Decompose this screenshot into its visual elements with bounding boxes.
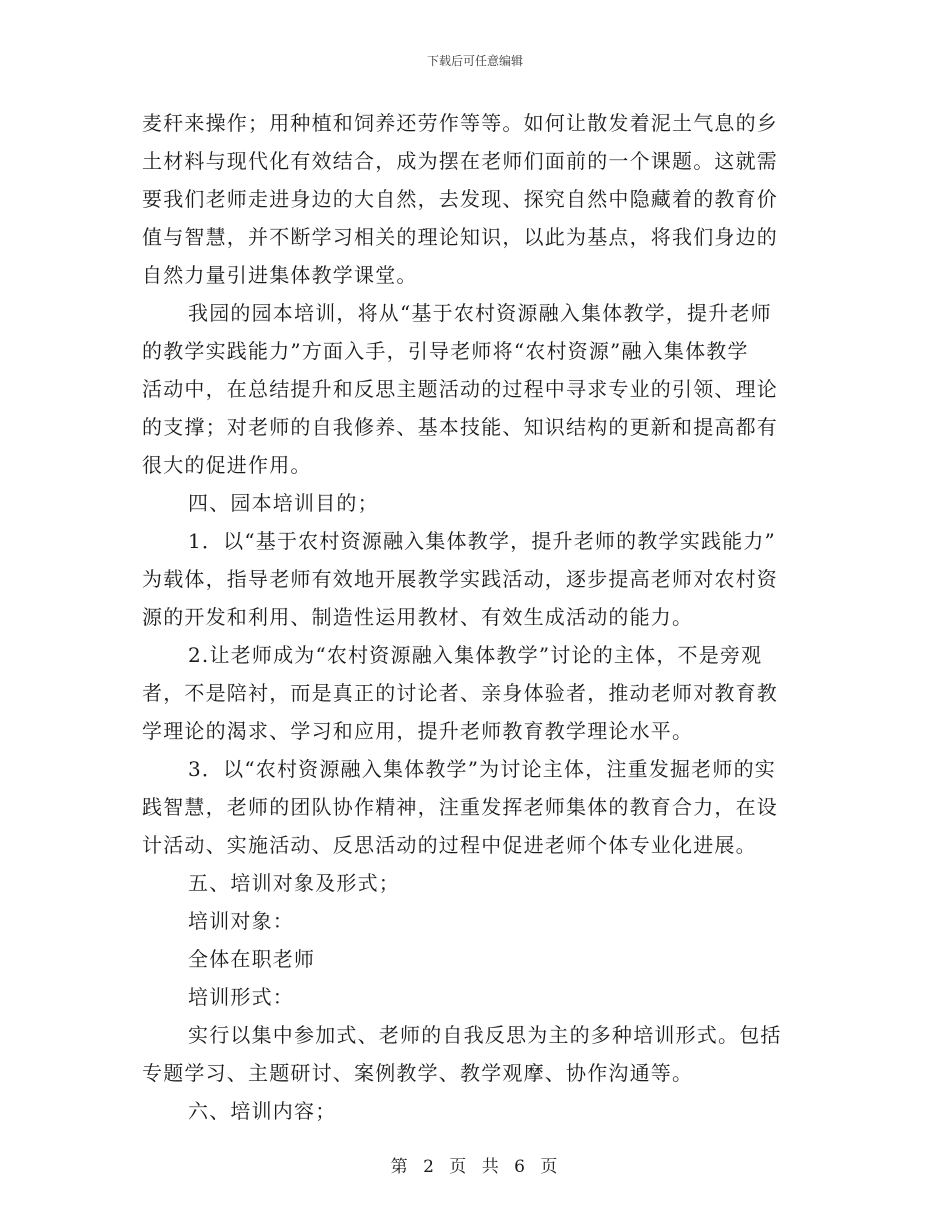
page-label-mid: 页: [449, 1157, 469, 1177]
text-line: 的教学实践能力”方面入手，引导老师将“农村资源”融入集体教学: [142, 339, 749, 363]
text-line: 践智慧，老师的团队协作精神，注重发挥老师集体的教育合力，在设: [142, 795, 778, 819]
page-label-prefix: 第: [390, 1157, 410, 1177]
current-page-number: 2: [423, 1157, 436, 1177]
text-line: 全体在职老师: [188, 947, 316, 971]
text-line: 很大的促进作用。: [142, 453, 312, 477]
text-line: 专题学习、主题研讨、案例教学、教学观摩、协作沟通等。: [142, 1061, 694, 1085]
section-heading: 四、园本培训目的；: [188, 491, 379, 515]
text-line: 培训形式：: [188, 985, 294, 1009]
text-line: 学理论的渴求、学习和应用，提升老师教育教学理论水平。: [142, 719, 694, 743]
text-line: 的支撑；对老师的自我修养、基本技能、知识结构的更新和提高都有: [142, 415, 778, 439]
text-line: 为载体，指导老师有效地开展教学实践活动，逐步提高老师对农村资: [142, 567, 778, 591]
text-line: 2.让老师成为“农村资源融入集体教学”讨论的主体，不是旁观: [188, 643, 763, 667]
page-label-suffix: 页: [540, 1157, 560, 1177]
total-pages-number: 6: [514, 1157, 527, 1177]
text-line: 实行以集中参加式、老师的自我反思为主的多种培训形式。包括: [188, 1023, 782, 1047]
text-line: 3．以“农村资源融入集体教学”为讨论主体，注重发掘老师的实: [188, 757, 776, 781]
text-line: 培训对象：: [188, 909, 294, 933]
text-line: 自然力量引进集体教学课堂。: [142, 263, 418, 287]
section-heading: 六、培训内容；: [188, 1099, 337, 1123]
text-line: 计活动、实施活动、反思活动的过程中促进老师个体专业化进展。: [142, 833, 757, 857]
total-label: 共: [481, 1157, 501, 1177]
page-header: 下载后可任意编辑: [426, 54, 523, 68]
document-body: [142, 104, 812, 1130]
text-line: 土材料与现代化有效结合，成为摆在老师们面前的一个课题。这就需: [142, 149, 778, 173]
text-line: 者，不是陪衬，而是真正的讨论者、亲身体验者，推动老师对教育教: [142, 681, 778, 705]
text-line: 麦秆来操作；用种植和饲养还劳作等等。如何让散发着泥土气息的乡: [142, 111, 778, 135]
page-footer: [0, 1152, 950, 1177]
text-line: 我园的园本培训，将从“基于农村资源融入集体教学，提升老师: [188, 301, 772, 325]
text-line: 1．以“基于农村资源融入集体教学，提升老师的教学实践能力”: [188, 529, 776, 553]
text-line: 源的开发和利用、制造性运用教材、有效生成活动的能力。: [142, 605, 694, 629]
text-line: 活动中，在总结提升和反思主题活动的过程中寻求专业的引领、理论: [142, 377, 778, 401]
text-line: 值与智慧，并不断学习相关的理论知识，以此为基点，将我们身边的: [142, 225, 778, 249]
text-line: 要我们老师走进身边的大自然，去发现、探究自然中隐藏着的教育价: [142, 187, 778, 211]
section-heading: 五、培训对象及形式；: [188, 871, 400, 895]
